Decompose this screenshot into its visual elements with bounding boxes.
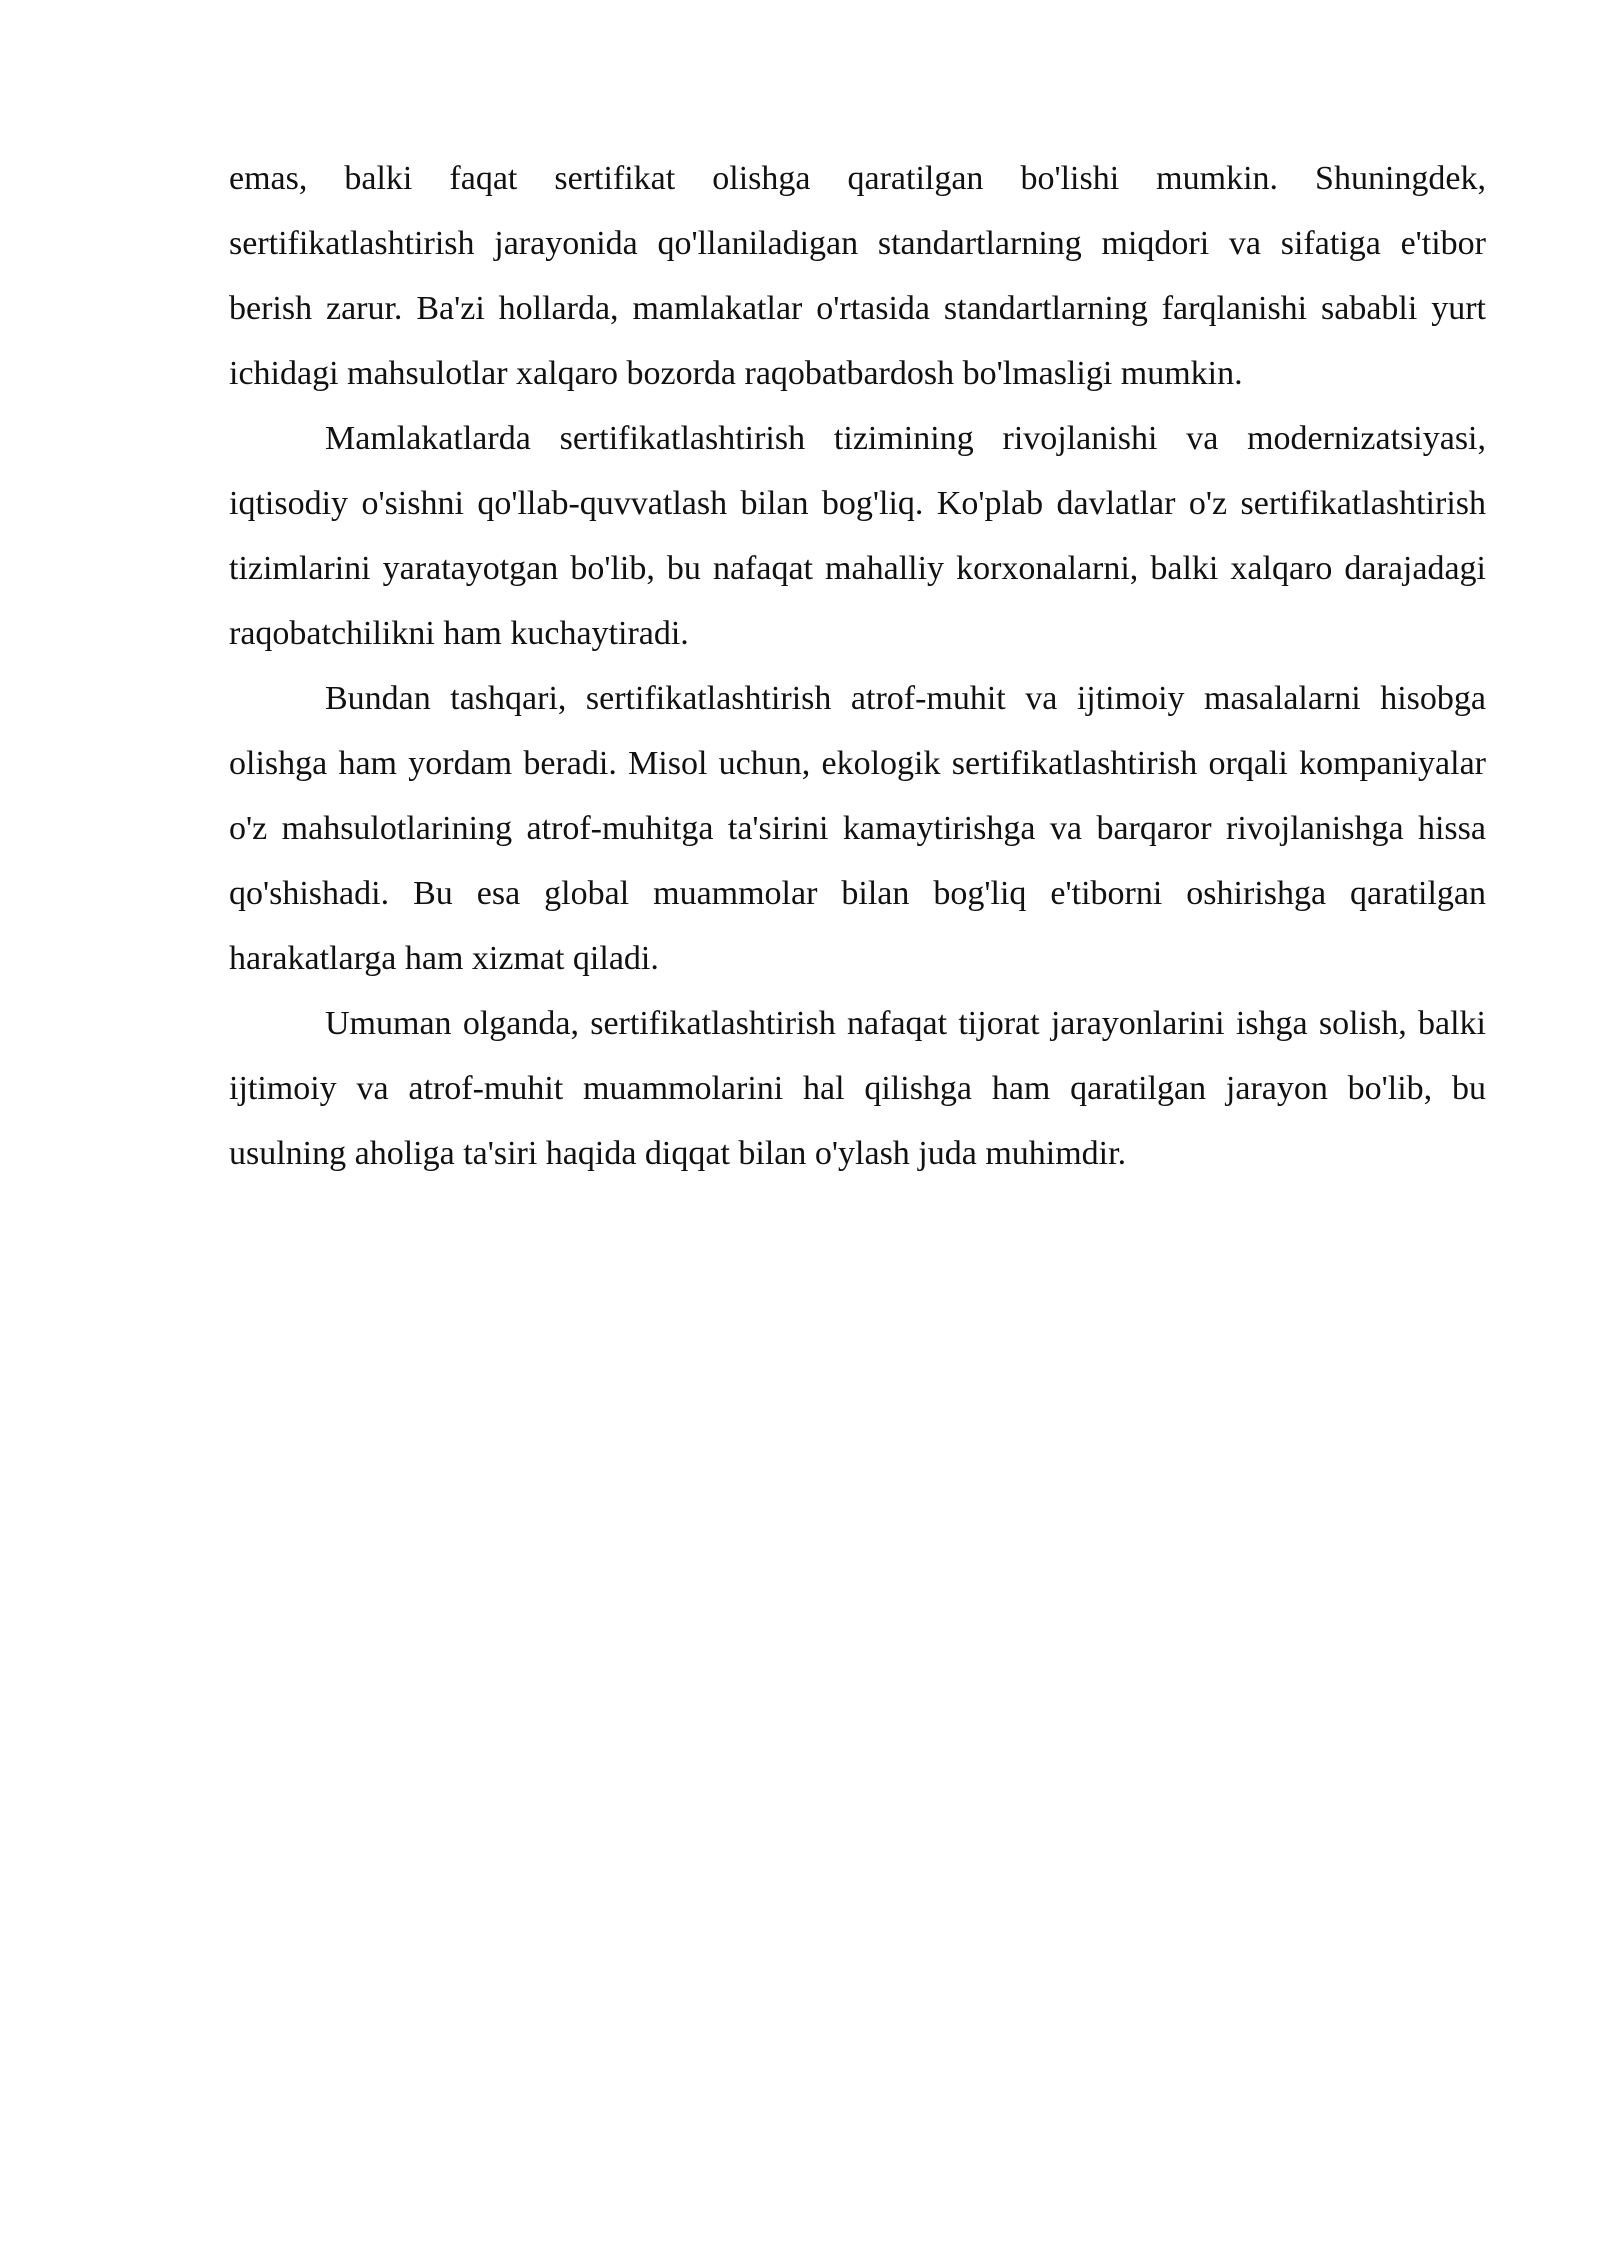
paragraph-environment: Bundan tashqari, sertifikatlashtirish atrof-muhit va ijtimoiy masalalarni hisobga olishga ham yordam beradi. Misol uchun, ekologik sertifikatlashtirish orqali kompaniyalar o'z mahsulotlarining atrof-muhitga ta'sirini kamaytirishga va barqaror rivojlanishga hissa qo'shishadi. Bu esa global muammolar bilan bog'liq e'tiborni oshirishga qaratilgan harakatlarga ham xizmat qiladi. [229, 680, 1486, 977]
paragraph-conclusion: Umuman olganda, sertifikatlashtirish nafaqat tijorat jarayonlarini ishga solish, balki ijtimoiy va atrof-muhit muammolarini hal qilishga ham qaratilgan jarayon bo'lib, bu usulning aholiga ta'siri haqida diqqat bilan o'ylash juda muhimdir. [229, 1005, 1486, 1172]
paragraph-modernization: Mamlakatlarda sertifikatlashtirish tizimining rivojlanishi va modernizatsiyasi, iqtisodiy o'sishni qo'llab-quvvatlash bilan bog'liq. Ko'plab davlatlar o'z sertifikatlashtirish tizimlarini yaratayotgan bo'lib, bu nafaqat mahalliy korxonalarni, balki xalqaro darajadagi raqobatchilikni ham kuchaytiradi. [229, 420, 1486, 652]
document-body [229, 146, 1486, 1186]
paragraph-continuation: emas, balki faqat sertifikat olishga qaratilgan bo'lishi mumkin. Shuningdek, sertifikatlashtirish jarayonida qo'llaniladigan standartlarning miqdori va sifatiga e'tibor berish zarur. Ba'zi hollarda, mamlakatlar o'rtasida standartlarning farqlanishi sababli yurt ichidagi mahsulotlar xalqaro bozorda raqobatbardosh bo'lmasligi mumkin. [229, 160, 1486, 392]
